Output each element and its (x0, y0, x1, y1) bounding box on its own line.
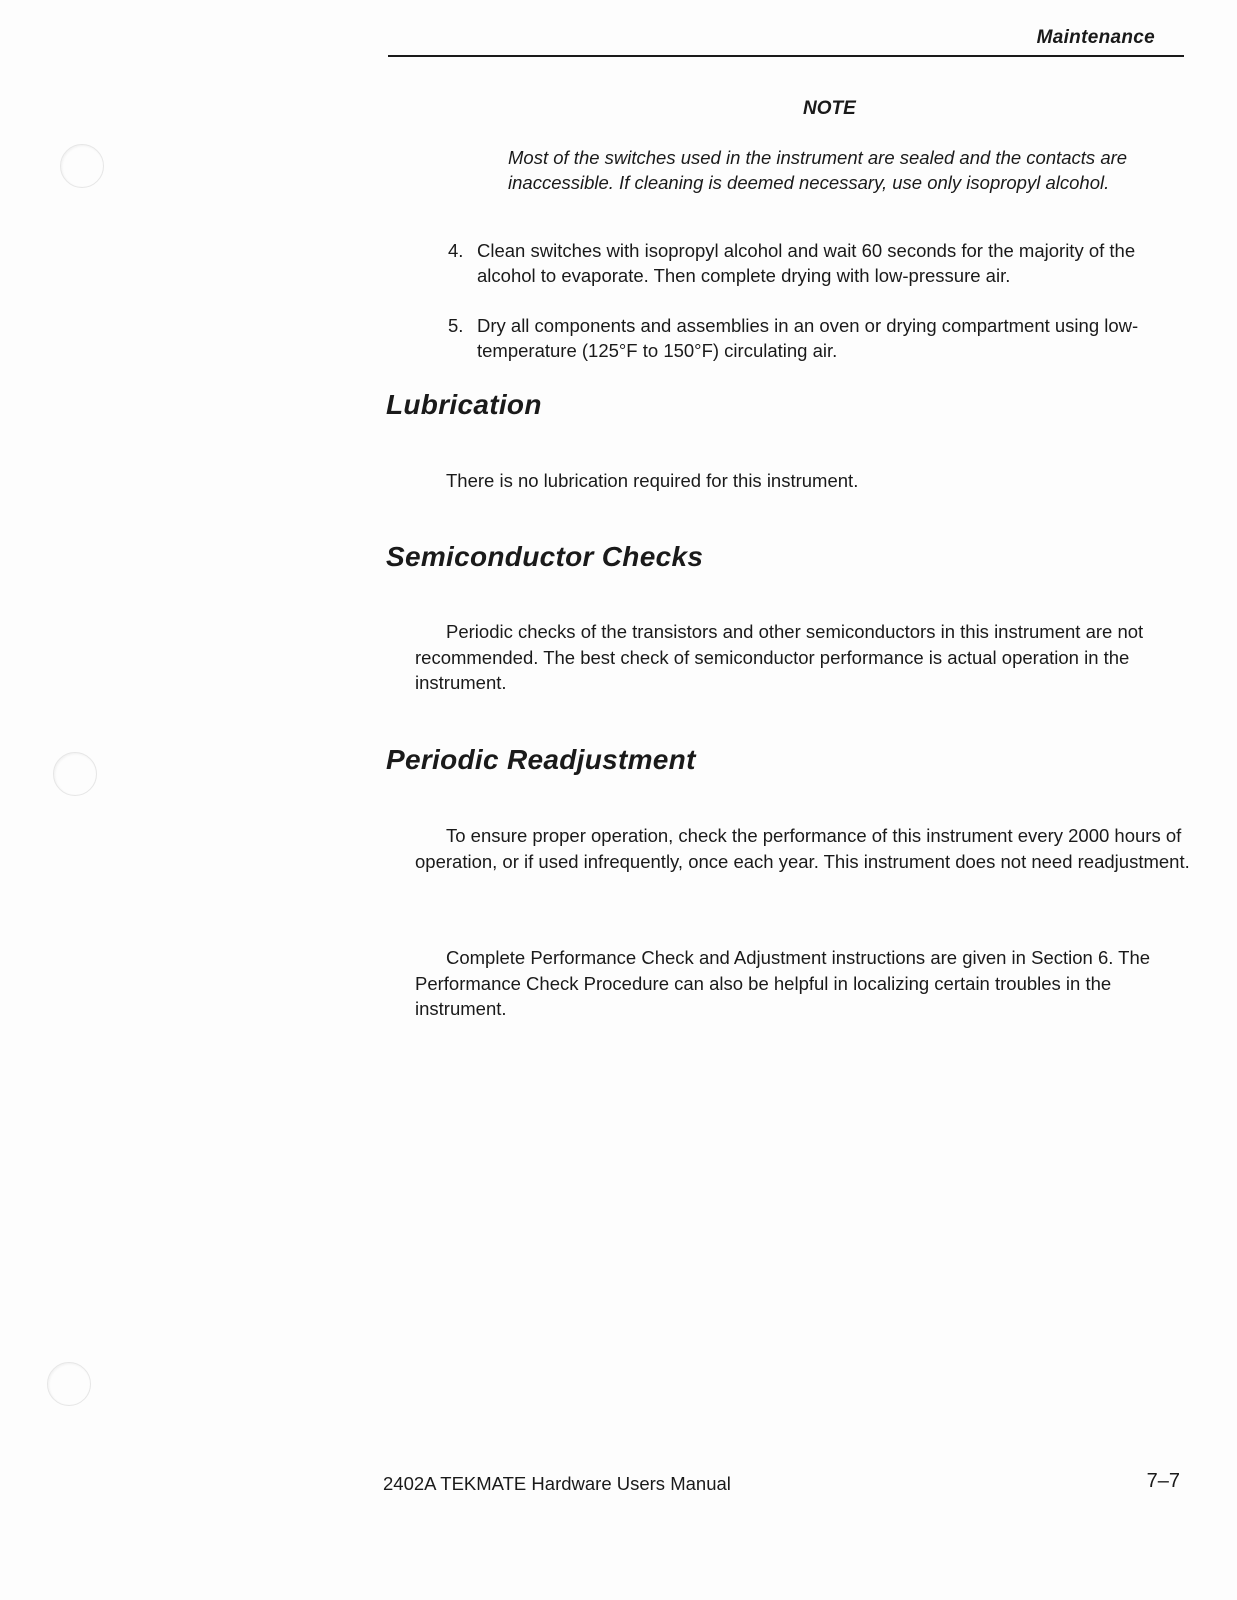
lubrication-heading: Lubrication (386, 389, 542, 420)
step-number: 4. (448, 240, 464, 261)
step-text: Dry all components and assemblies in an oven or drying compartment using low-temperature (125°F to 150°F) circulating air. (477, 315, 1139, 361)
note-text: Most of the switches used in the instrument are sealed and the contacts are inaccessible. If cleaning is deemed necessary, use only isopropyl alcohol. (508, 147, 1128, 193)
step-text: Clean switches with isopropyl alcohol and wait 60 seconds for the majority of the alcohol to evaporate. Then complete drying with low-pressure air. (477, 240, 1136, 286)
footer-manual-title: 2402A TEKMATE Hardware Users Manual (383, 1473, 731, 1494)
periodic-readjustment-paragraph: To ensure proper operation, check the performance of this instrument every 2000 hours of operation, or if used infrequently, once each year. This instrument does not need readjustment. (415, 825, 1190, 872)
punch-hole-middle (53, 752, 97, 796)
periodic-readjustment-paragraph: Complete Performance Check and Adjustment instructions are given in Section 6. The Performance Check Procedure can also be helpful in localizing certain troubles in the instrument. (415, 947, 1151, 1019)
semiconductor-checks-text: Periodic checks of the transistors and other semiconductors in this instrument are not recommended. The best check of semiconductor performance is actual operation in the instrument. (415, 621, 1144, 693)
running-header: Maintenance (1036, 27, 1155, 48)
header-rule (388, 55, 1184, 57)
step-item (448, 313, 1178, 363)
step-item (448, 238, 1178, 288)
step-number: 5. (448, 315, 464, 336)
footer-page-number: 7–7 (1146, 1470, 1180, 1492)
lubrication-text: There is no lubrication required for this instrument. (446, 470, 859, 491)
punch-hole-bottom (47, 1362, 91, 1406)
periodic-readjustment-heading: Periodic Readjustment (386, 744, 696, 775)
punch-hole-top (60, 144, 104, 188)
note-title: NOTE (803, 98, 856, 119)
semiconductor-checks-heading: Semiconductor Checks (386, 541, 704, 572)
